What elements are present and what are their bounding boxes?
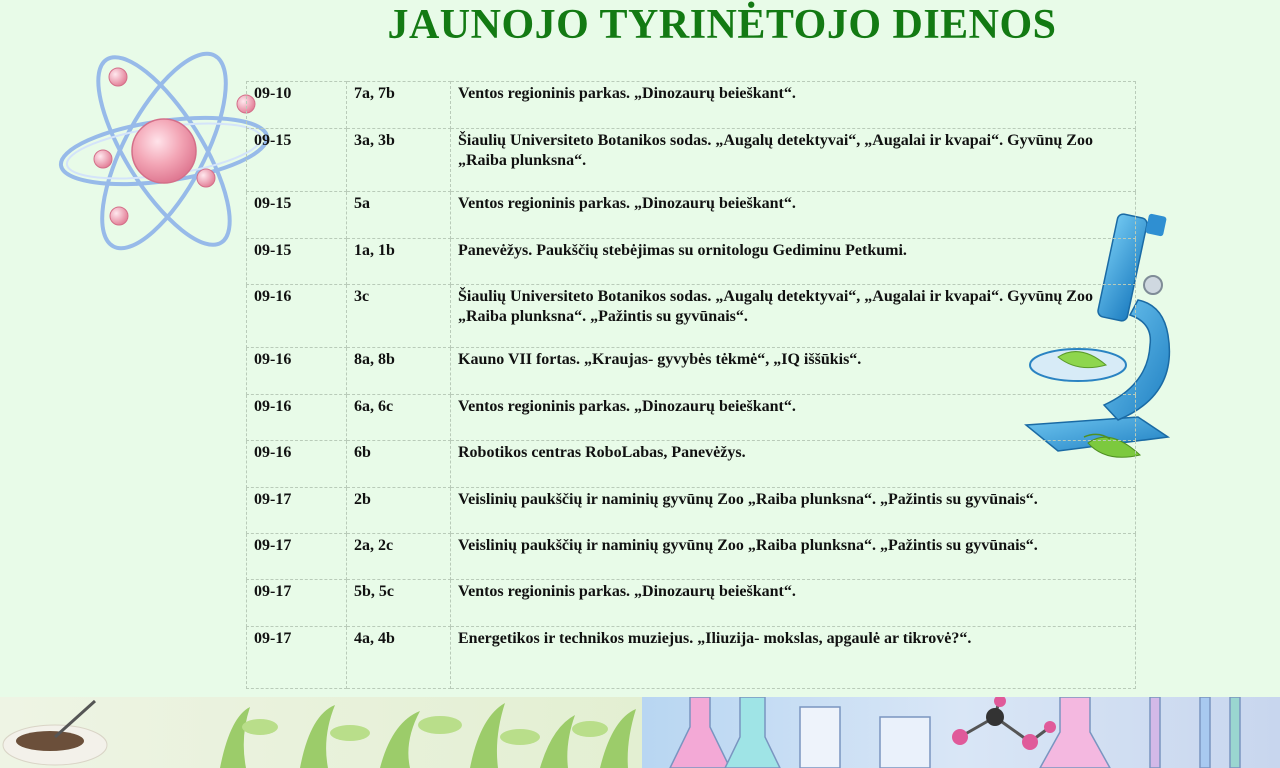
activity-cell: Ventos regioninis parkas. „Dinozaurų beieškant“.	[451, 580, 1136, 627]
classes-cell: 2a, 2c	[347, 534, 451, 580]
classes-cell: 6a, 6c	[347, 395, 451, 441]
activity-cell: Ventos regioninis parkas. „Dinozaurų beieškant“.	[451, 395, 1136, 441]
activity-cell: Šiaulių Universiteto Botanikos sodas. „Augalų detektyvai“, „Augalai ir kvapai“. Gyvūnų Zoo „Raiba plunksna“. „Pažintis su gyvūnais“.	[451, 285, 1136, 348]
date-cell: 09-16	[247, 348, 347, 395]
date-cell: 09-15	[247, 239, 347, 285]
table-row	[247, 580, 1136, 627]
page-title: JAUNOJO TYRINĖTOJO DIENOS	[387, 2, 1057, 48]
classes-cell: 6b	[347, 441, 451, 488]
date-cell: 09-17	[247, 627, 347, 689]
banner-photo	[0, 697, 1280, 768]
activity-cell: Šiaulių Universiteto Botanikos sodas. „Augalų detektyvai“, „Augalai ir kvapai“. Gyvūnų Zoo „Raiba plunksna“.	[451, 129, 1136, 192]
classes-cell: 3a, 3b	[347, 129, 451, 192]
table-row	[247, 239, 1136, 285]
date-cell: 09-15	[247, 192, 347, 239]
date-cell: 09-15	[247, 129, 347, 192]
activity-cell: Ventos regioninis parkas. „Dinozaurų beieškant“.	[451, 192, 1136, 239]
date-cell: 09-16	[247, 285, 347, 348]
date-cell: 09-17	[247, 534, 347, 580]
activity-cell: Veislinių paukščių ir naminių gyvūnų Zoo „Raiba plunksna“. „Pažintis su gyvūnais“.	[451, 488, 1136, 534]
activity-cell: Veislinių paukščių ir naminių gyvūnų Zoo „Raiba plunksna“. „Pažintis su gyvūnais“.	[451, 534, 1136, 580]
table-row	[247, 348, 1136, 395]
schedule-table	[246, 81, 1136, 689]
table-row	[247, 192, 1136, 239]
activity-cell: Energetikos ir technikos muziejus. „Iliuzija- mokslas, apgaulė ar tikrovė?“.	[451, 627, 1136, 689]
table-row	[247, 488, 1136, 534]
date-cell: 09-17	[247, 580, 347, 627]
classes-cell: 2b	[347, 488, 451, 534]
activity-cell: Panevėžys. Paukščių stebėjimas su ornitologu Gediminu Petkumi.	[451, 239, 1136, 285]
classes-cell: 1a, 1b	[347, 239, 451, 285]
table-row	[247, 285, 1136, 348]
classes-cell: 5b, 5c	[347, 580, 451, 627]
classes-cell: 3c	[347, 285, 451, 348]
classes-cell: 4a, 4b	[347, 627, 451, 689]
activity-cell: Ventos regioninis parkas. „Dinozaurų beieškant“.	[451, 82, 1136, 129]
date-cell: 09-16	[247, 441, 347, 488]
classes-cell: 8a, 8b	[347, 348, 451, 395]
table-row	[247, 627, 1136, 689]
table-row	[247, 129, 1136, 192]
date-cell: 09-17	[247, 488, 347, 534]
table-row	[247, 534, 1136, 580]
date-cell: 09-16	[247, 395, 347, 441]
classes-cell: 5a	[347, 192, 451, 239]
date-cell: 09-10	[247, 82, 347, 129]
classes-cell: 7a, 7b	[347, 82, 451, 129]
table-row	[247, 395, 1136, 441]
table-row	[247, 441, 1136, 488]
activity-cell: Robotikos centras RoboLabas, Panevėžys.	[451, 441, 1136, 488]
activity-cell: Kauno VII fortas. „Kraujas- gyvybės tėkmė“, „IQ iššūkis“.	[451, 348, 1136, 395]
table-row	[247, 82, 1136, 129]
